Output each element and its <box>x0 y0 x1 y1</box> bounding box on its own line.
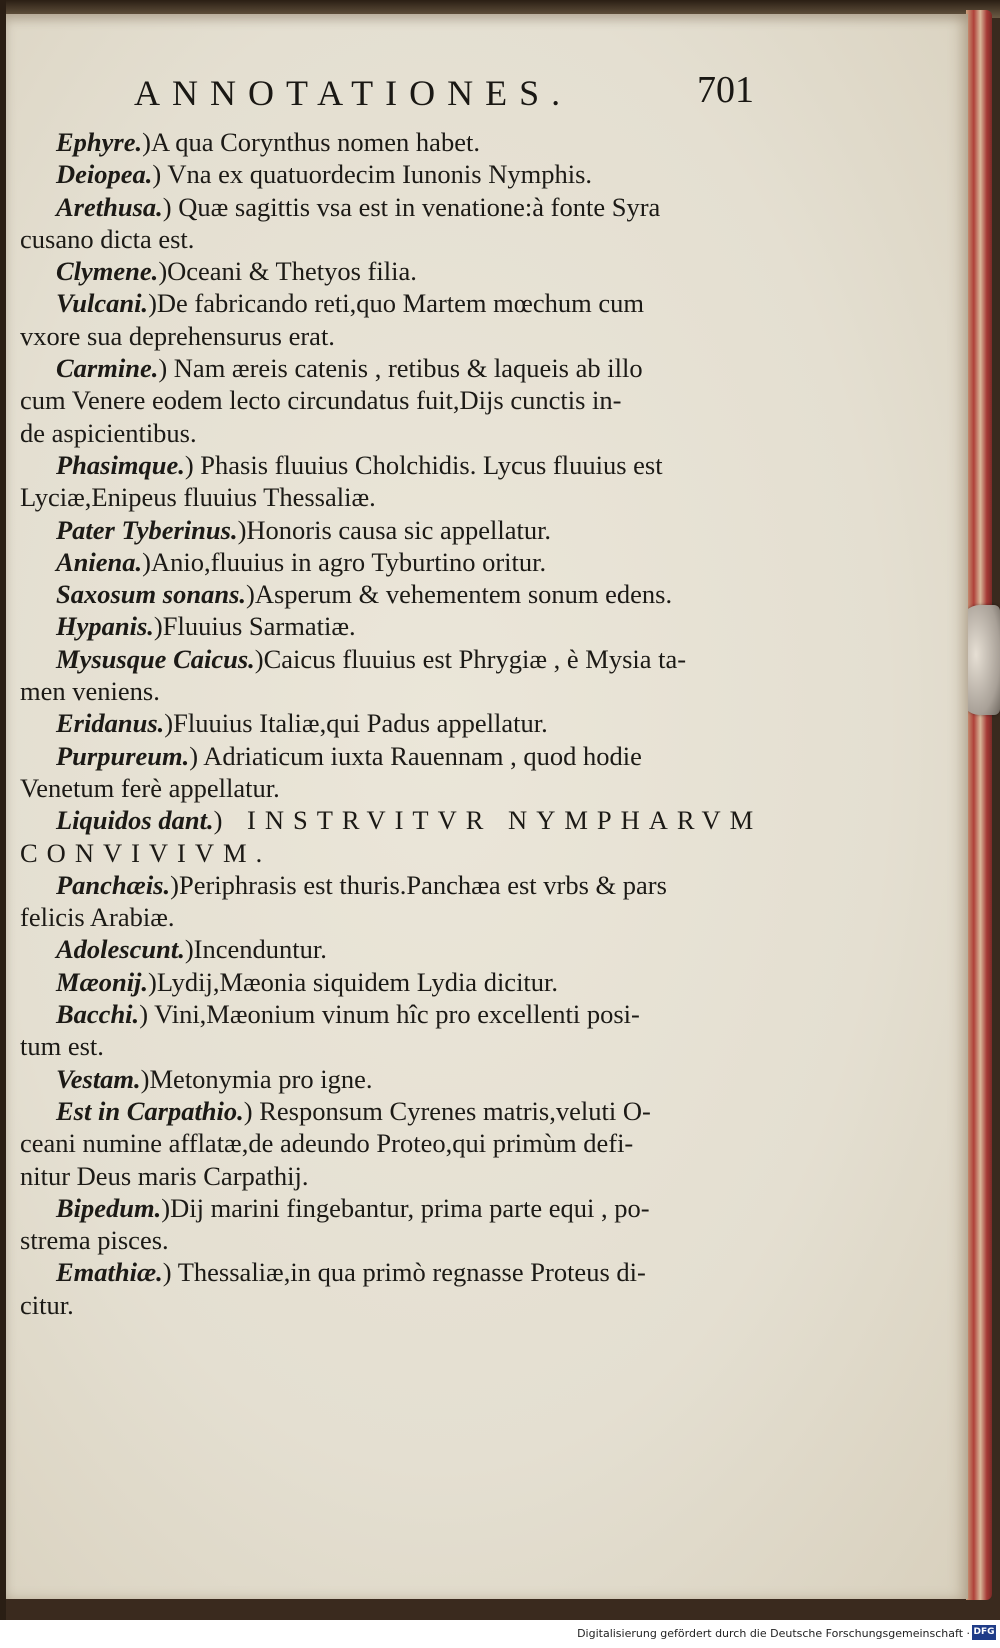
lemma: Emathiæ. <box>56 1257 163 1288</box>
text-line <box>20 320 760 352</box>
line-text: )Periphrasis est thuris.Panchæa est vrbs & pars <box>170 869 667 900</box>
line-text: Lyciæ,Enipeus fluuius Thessaliæ. <box>20 482 376 513</box>
lemma: Vulcani. <box>56 288 149 319</box>
lemma: Bipedum. <box>56 1192 162 1223</box>
line-text: )Fluuius Italiæ,qui Padus appellatur. <box>164 708 548 739</box>
text-line <box>20 772 760 804</box>
line-text: ) Vna ex quatuordecim Iunonis Nymphis. <box>152 159 593 190</box>
lemma: Clymene. <box>56 256 159 287</box>
line-text: Venetum ferè appellatur. <box>20 772 280 803</box>
lemma: Adolescunt. <box>56 934 185 965</box>
text-line <box>20 675 760 707</box>
text-line <box>20 1256 760 1288</box>
text-line <box>20 481 760 513</box>
lemma: Purpureum. <box>56 740 190 771</box>
line-text: ) Vini,Mæonium vinum hîc pro excellenti posi- <box>139 999 640 1030</box>
line-text: )Lydij,Mæonia siquidem Lydia dicitur. <box>148 966 559 997</box>
text-line <box>20 966 760 998</box>
line-text: ) INSTRVITVR NYMPHARVM <box>213 805 763 836</box>
lemma: Phasimque. <box>56 449 185 480</box>
line-text: men veniens. <box>20 676 160 707</box>
lemma: Vestam. <box>56 1063 141 1094</box>
lemma: Ephyre. <box>56 127 143 157</box>
lemma: Deiopea. <box>56 159 153 190</box>
text-line <box>20 223 760 255</box>
lemma: Mæonij. <box>56 966 149 997</box>
text-line <box>20 1095 760 1127</box>
text-line <box>20 804 763 836</box>
lemma: Mysusque Caicus. <box>56 643 255 674</box>
text-line <box>20 933 760 965</box>
text-line <box>20 287 760 319</box>
line-text: ) Nam æreis catenis , retibus & laqueis ab illo <box>158 353 643 384</box>
book-page-edges <box>966 10 992 1600</box>
text-line <box>20 1030 760 1062</box>
line-text: strema pisces. <box>20 1225 169 1256</box>
lemma: Pater Tyberinus. <box>56 514 238 545</box>
line-text: ) Quæ sagittis vsa est in venatione:à fonte Syra <box>162 191 661 222</box>
line-text: felicis Arabiæ. <box>20 902 175 933</box>
text-line <box>20 901 760 933</box>
text-line <box>20 352 760 384</box>
line-text: )Anio,fluuius in agro Tyburtino oritur. <box>142 546 547 577</box>
line-text: ) Adriaticum iuxta Rauennam , quod hodie <box>189 740 642 771</box>
text-line <box>20 1192 760 1224</box>
line-text: )De fabricando reti,quo Martem mœchum cum <box>148 288 645 319</box>
line-text: vxore sua deprehensurus erat. <box>20 320 335 351</box>
text-line <box>20 740 760 772</box>
line-text: de aspicientibus. <box>20 417 197 448</box>
running-title: ANNOTATIONES. <box>134 73 573 113</box>
line-text: cum Venere eodem lecto circundatus fuit,Dijs cunctis in- <box>20 385 622 416</box>
text-line <box>20 126 760 158</box>
line-text: cusano dicta est. <box>20 223 195 254</box>
text-line <box>20 1160 760 1192</box>
text-line <box>20 1127 760 1159</box>
text-line <box>20 643 760 675</box>
lemma: Eridanus. <box>56 708 165 739</box>
text-line <box>20 869 760 901</box>
text-line <box>20 707 760 739</box>
line-text: )Dij marini fingebantur, prima parte equi , po- <box>161 1192 650 1223</box>
text-line <box>20 158 760 190</box>
line-text: )Asperum & vehementem sonum edens. <box>246 579 673 610</box>
lemma: Saxosum sonans. <box>56 579 247 610</box>
line-text: ) Thessaliæ,in qua primò regnasse Proteus di- <box>162 1257 646 1288</box>
line-text: )Caicus fluuius est Phrygiæ , è Mysia ta- <box>254 643 687 674</box>
lemma: Liquidos dant. <box>56 805 214 836</box>
line-text: citur. <box>20 1289 74 1320</box>
lemma: Bacchi. <box>56 999 140 1030</box>
text-line <box>20 417 760 449</box>
text-line <box>20 610 760 642</box>
line-text: )A qua Corynthus nomen habet. <box>142 127 480 157</box>
digitization-footer <box>0 1620 1000 1648</box>
line-text: ) Responsum Cyrenes matris,veluti O- <box>243 1095 651 1126</box>
line-text: )Incenduntur. <box>184 934 327 965</box>
lemma: Est in Carpathio. <box>56 1095 244 1126</box>
text-line <box>20 546 760 578</box>
book-page <box>6 14 968 1599</box>
page-number: 701 <box>697 69 754 111</box>
line-text: CONVIVIVM. <box>20 837 272 868</box>
page-header <box>134 69 754 122</box>
dfg-logo: DFG <box>972 1625 996 1640</box>
text-line <box>20 998 760 1030</box>
line-text: )Metonymia pro igne. <box>140 1063 373 1094</box>
text-line <box>20 191 760 223</box>
line-text: ceani numine afflatæ,de adeundo Proteo,qui primùm defi- <box>20 1128 634 1159</box>
text-line <box>20 514 760 546</box>
text-line <box>20 1289 760 1321</box>
funding-credit: Digitalisierung gefördert durch die Deutsche Forschungsgemeinschaft · <box>577 1627 970 1640</box>
annotation-text <box>20 126 763 1321</box>
text-line <box>20 1224 760 1256</box>
lemma: Hypanis. <box>56 611 154 642</box>
line-text: )Honoris causa sic appellatur. <box>237 514 552 545</box>
text-line <box>20 1063 760 1095</box>
lemma: Carmine. <box>56 353 159 384</box>
lemma: Panchæis. <box>56 869 171 900</box>
text-line <box>20 837 760 869</box>
line-text: tum est. <box>20 1031 104 1062</box>
line-text: nitur Deus maris Carpathij. <box>20 1160 309 1191</box>
text-line <box>20 384 760 416</box>
text-line <box>20 255 760 287</box>
line-text: )Oceani & Thetyos filia. <box>158 256 417 287</box>
lemma: Aniena. <box>56 546 143 577</box>
lemma: Arethusa. <box>56 191 163 222</box>
text-line <box>20 578 760 610</box>
line-text: )Fluuius Sarmatiæ. <box>153 611 356 642</box>
line-text: ) Phasis fluuius Cholchidis. Lycus fluuius est <box>184 449 663 480</box>
text-line <box>20 449 760 481</box>
